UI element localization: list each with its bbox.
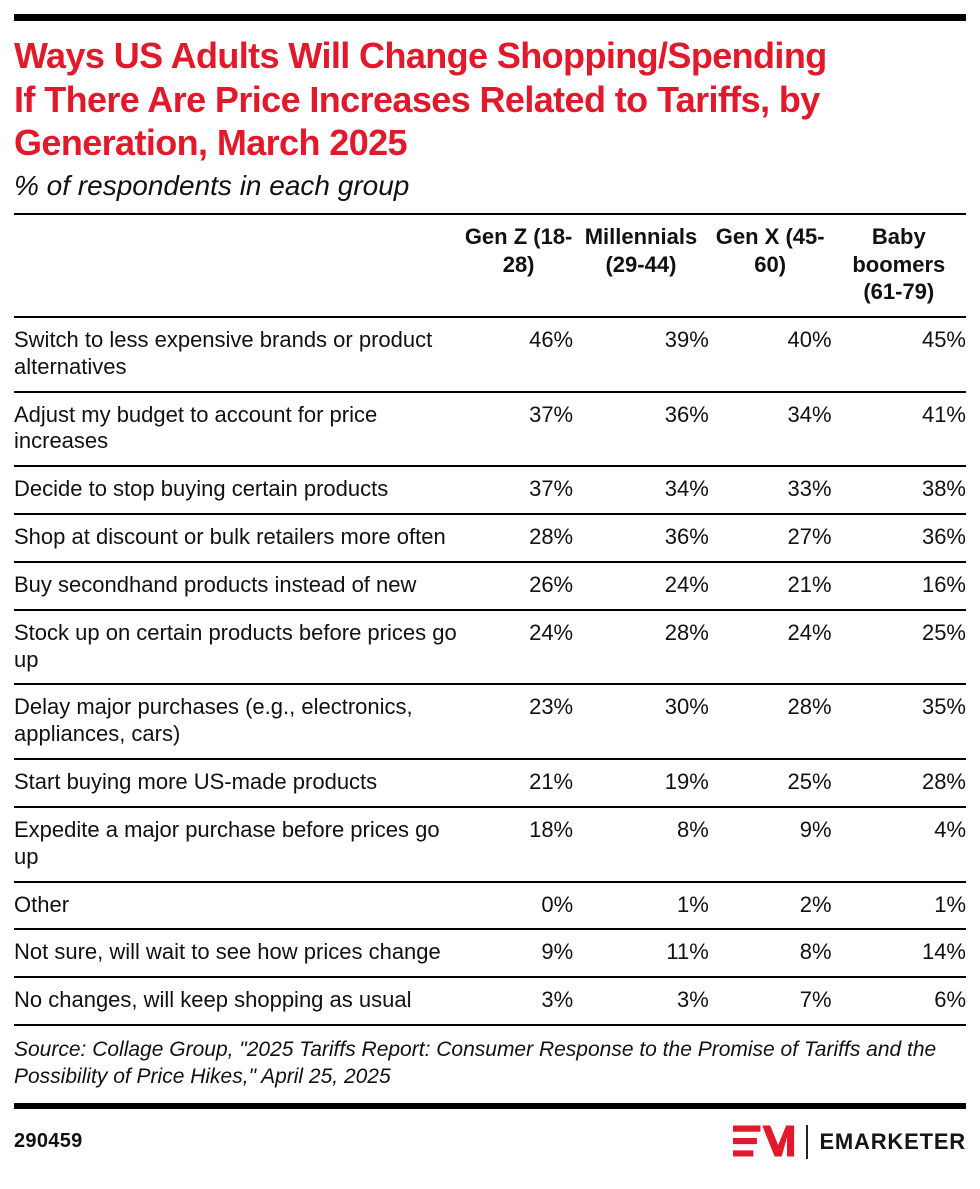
value-cell: 24% xyxy=(464,610,573,685)
value-cell: 34% xyxy=(573,466,709,514)
value-cell: 41% xyxy=(832,392,966,467)
value-cell: 34% xyxy=(709,392,832,467)
value-cell: 36% xyxy=(832,514,966,562)
table-row xyxy=(14,759,966,807)
value-cell: 3% xyxy=(464,977,573,1025)
value-cell: 40% xyxy=(709,317,832,392)
row-label: No changes, will keep shopping as usual xyxy=(14,977,464,1025)
chart-subtitle: % of respondents in each group xyxy=(14,169,410,201)
column-header-gen-x: Gen X (45-60) xyxy=(709,214,832,317)
value-cell: 36% xyxy=(573,392,709,467)
value-cell: 4% xyxy=(832,807,966,882)
value-cell: 1% xyxy=(573,882,709,930)
logo-wordmark: EMARKETER xyxy=(819,1128,966,1154)
chart-id: 290459 xyxy=(14,1130,83,1153)
value-cell: 18% xyxy=(464,807,573,882)
value-cell: 30% xyxy=(573,684,709,759)
row-label: Decide to stop buying certain products xyxy=(14,466,464,514)
table-row xyxy=(14,807,966,882)
row-label: Start buying more US-made products xyxy=(14,759,464,807)
table-row xyxy=(14,466,966,514)
table-row xyxy=(14,882,966,930)
table-row xyxy=(14,610,966,685)
table-row xyxy=(14,392,966,467)
value-cell: 2% xyxy=(709,882,832,930)
value-cell: 24% xyxy=(709,610,832,685)
value-cell: 21% xyxy=(709,562,832,610)
table-row xyxy=(14,562,966,610)
value-cell: 1% xyxy=(832,882,966,930)
table-body xyxy=(14,317,966,1025)
source-note: Source: Collage Group, "2025 Tariffs Report: Consumer Response to the Promise of Tariffs and the Possibility of Price Hikes," April 25, 2025 xyxy=(14,1038,937,1089)
logo-divider xyxy=(806,1125,808,1159)
value-cell: 37% xyxy=(464,466,573,514)
table-row xyxy=(14,977,966,1025)
value-cell: 37% xyxy=(464,392,573,467)
value-cell: 28% xyxy=(464,514,573,562)
value-cell: 0% xyxy=(464,882,573,930)
value-cell: 3% xyxy=(573,977,709,1025)
value-cell: 25% xyxy=(832,610,966,685)
value-cell: 28% xyxy=(832,759,966,807)
top-divider xyxy=(14,14,966,21)
value-cell: 26% xyxy=(464,562,573,610)
value-cell: 35% xyxy=(832,684,966,759)
value-cell: 19% xyxy=(573,759,709,807)
value-cell: 36% xyxy=(573,514,709,562)
value-cell: 16% xyxy=(832,562,966,610)
value-cell: 8% xyxy=(573,807,709,882)
table-row xyxy=(14,684,966,759)
title-line-3: Generation, March 2025 xyxy=(14,122,407,164)
row-label: Not sure, will wait to see how prices change xyxy=(14,929,464,977)
page-title xyxy=(14,34,966,165)
value-cell: 25% xyxy=(709,759,832,807)
value-cell: 9% xyxy=(709,807,832,882)
title-line-2: If There Are Price Increases Related to Tariffs, by xyxy=(14,78,820,120)
table-row xyxy=(14,929,966,977)
table-header xyxy=(14,214,966,317)
value-cell: 9% xyxy=(464,929,573,977)
row-label: Expedite a major purchase before prices go up xyxy=(14,807,464,882)
value-cell: 11% xyxy=(573,929,709,977)
row-label: Switch to less expensive brands or product alternatives xyxy=(14,317,464,392)
value-cell: 38% xyxy=(832,466,966,514)
value-cell: 7% xyxy=(709,977,832,1025)
row-label: Buy secondhand products instead of new xyxy=(14,562,464,610)
title-line-1: Ways US Adults Will Change Shopping/Spending xyxy=(14,35,827,76)
table-row xyxy=(14,514,966,562)
value-cell: 6% xyxy=(832,977,966,1025)
value-cell: 23% xyxy=(464,684,573,759)
footer-bar xyxy=(14,1109,966,1175)
em-monogram-icon xyxy=(733,1125,795,1158)
value-cell: 39% xyxy=(573,317,709,392)
emarketer-logo xyxy=(733,1125,966,1159)
column-header-gen-z: Gen Z (18-28) xyxy=(464,214,573,317)
value-cell: 45% xyxy=(832,317,966,392)
row-label: Shop at discount or bulk retailers more often xyxy=(14,514,464,562)
value-cell: 24% xyxy=(573,562,709,610)
column-header-baby-boomers: Baby boomers (61-79) xyxy=(832,214,966,317)
value-cell: 21% xyxy=(464,759,573,807)
value-cell: 28% xyxy=(573,610,709,685)
header-row xyxy=(14,214,966,317)
table-row xyxy=(14,317,966,392)
value-cell: 27% xyxy=(709,514,832,562)
value-cell: 46% xyxy=(464,317,573,392)
row-label: Other xyxy=(14,882,464,930)
value-cell: 33% xyxy=(709,466,832,514)
row-label: Adjust my budget to account for price increases xyxy=(14,392,464,467)
column-header-millennials: Millennials (29-44) xyxy=(573,214,709,317)
column-header-blank xyxy=(14,214,464,317)
value-cell: 14% xyxy=(832,929,966,977)
row-label: Delay major purchases (e.g., electronics, appliances, cars) xyxy=(14,684,464,759)
data-table xyxy=(14,213,966,1026)
row-label: Stock up on certain products before prices go up xyxy=(14,610,464,685)
value-cell: 8% xyxy=(709,929,832,977)
value-cell: 28% xyxy=(709,684,832,759)
